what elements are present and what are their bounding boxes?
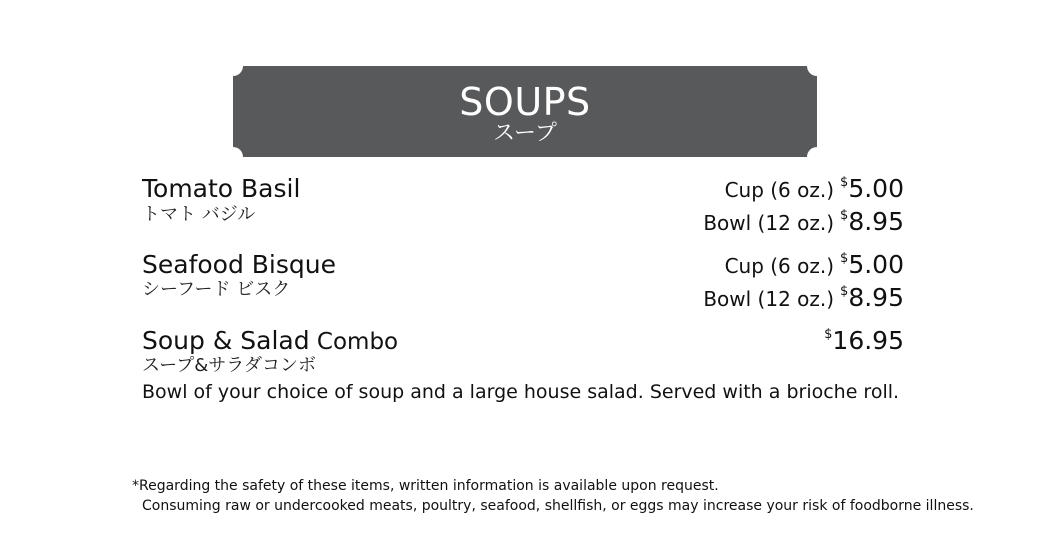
item-jp-seafood-bisque: シーフード ビスク [142,279,291,300]
price-row-tomato-bowl: Bowl (12 oz.) $8.95 [703,207,904,236]
item-jp-soup-salad-combo: スープ&サラダコンボ [142,355,317,376]
section-banner [233,66,817,157]
price-row-combo: $16.95 [824,326,904,355]
footnote-line-1: *Regarding the safety of these items, written information is available upon request. [132,478,719,494]
item-name-soup-salad-combo: Soup & Salad Combo [142,326,399,355]
item-description-combo: Bowl of your choice of soup and a large house salad. Served with a brioche roll. [142,381,900,403]
footnote-line-2: Consuming raw or undercooked meats, poultry, seafood, shellfish, or eggs may increase your risk of foodborne illness. [142,498,974,514]
price-row-bisque-cup: Cup (6 oz.) $5.00 [724,250,904,279]
item-name-seafood-bisque: Seafood Bisque [142,250,336,279]
item-name-tomato-basil: Tomato Basil [142,174,301,203]
item-jp-tomato-basil: トマト バジル [142,204,256,225]
price-row-bisque-bowl: Bowl (12 oz.) $8.95 [703,283,904,312]
section-title: SOUPS [459,80,591,124]
price-row-tomato-cup: Cup (6 oz.) $5.00 [724,174,904,203]
section-subtitle-jp: スープ [493,121,557,146]
